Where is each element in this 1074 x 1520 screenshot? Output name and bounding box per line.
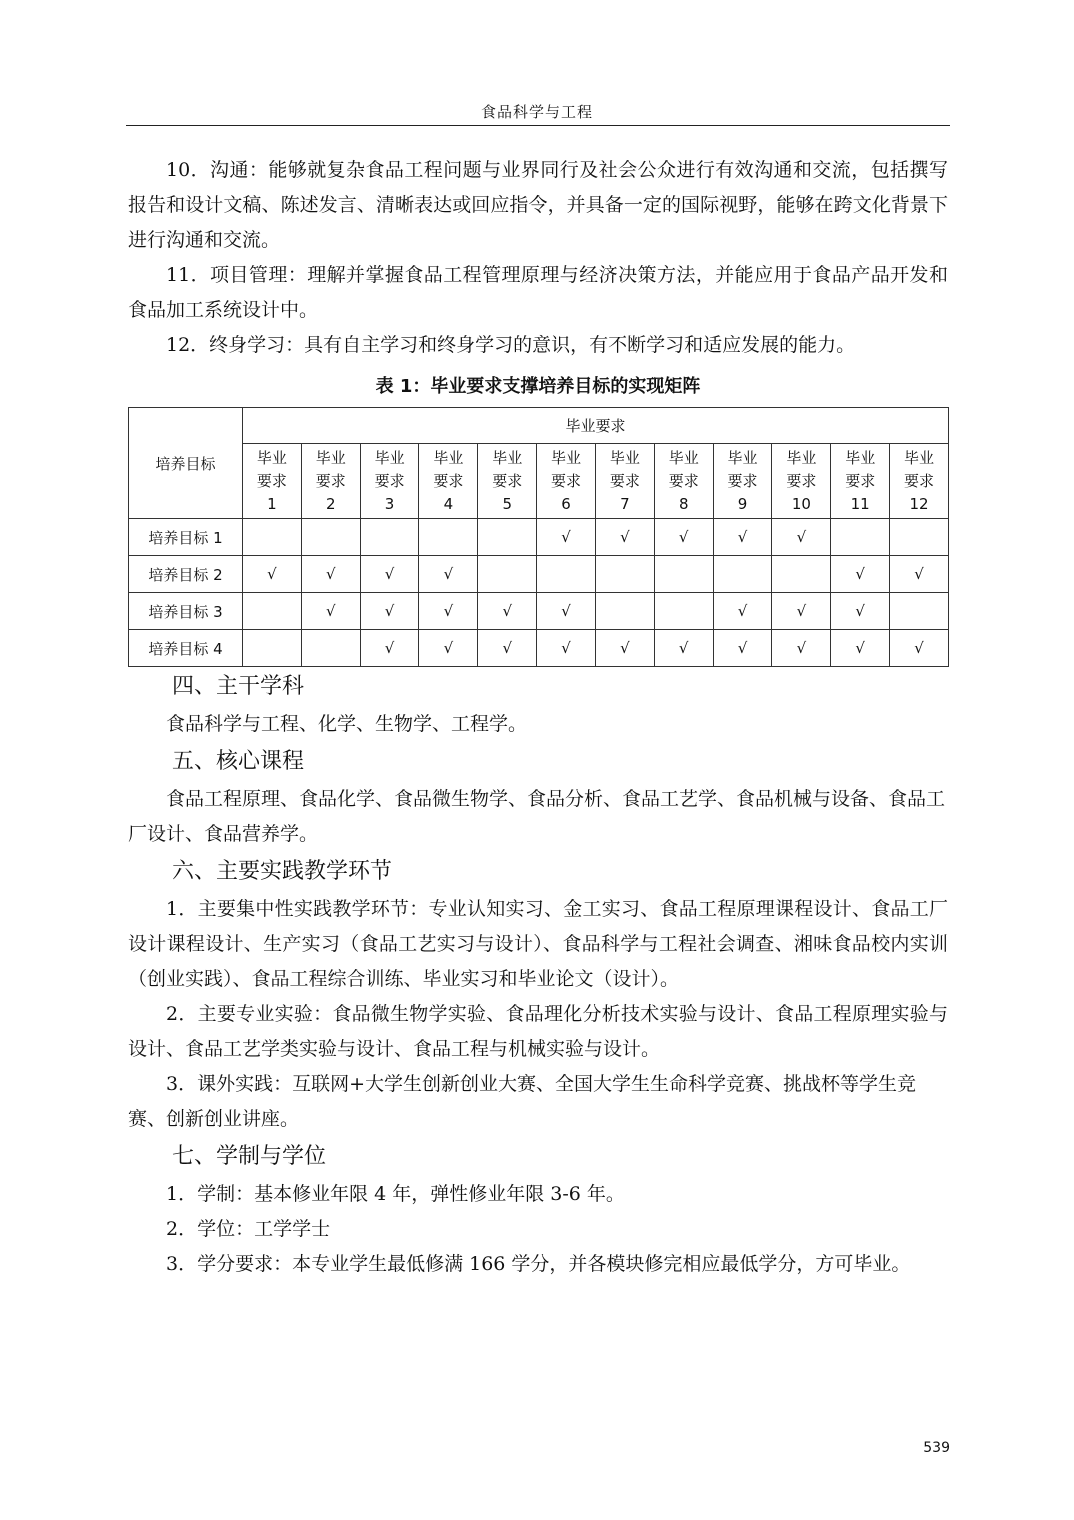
matrix-cell: √ [419, 630, 478, 667]
matrix-cell: √ [595, 519, 654, 556]
matrix-cell [890, 519, 949, 556]
paragraph-lifelong-learning: 12．终身学习：具有自主学习和终身学习的意识，有不断学习和适应发展的能力。 [166, 334, 856, 356]
requirement-header-text: 要求 [609, 471, 640, 490]
matrix-cell: √ [478, 630, 537, 667]
requirement-header-text: 要求 [845, 471, 876, 490]
table-row [129, 630, 949, 667]
table-row [129, 519, 949, 556]
requirement-header-text: 要求 [374, 471, 405, 490]
matrix-cell: √ [301, 556, 360, 593]
section-heading: 六、主要实践教学环节 [172, 859, 393, 884]
requirement-header-text: 9 [737, 494, 748, 513]
matrix-cell: √ [772, 630, 831, 667]
section-paragraph: 3．学分要求：本专业学生最低修满 166 学分，并各模块修完相应最低学分，方可毕业。 [166, 1253, 911, 1275]
requirement-header-cell [772, 444, 831, 519]
requirement-header-text: 2 [325, 494, 336, 513]
matrix-cell: √ [243, 556, 302, 593]
table-header-row [129, 408, 949, 444]
section-paragraph: 2．学位：工学学士 [166, 1218, 331, 1240]
matrix-cell: √ [537, 593, 596, 630]
matrix-cell: √ [419, 593, 478, 630]
matrix-cell: √ [595, 630, 654, 667]
matrix-cell [478, 519, 537, 556]
requirements-matrix-table [128, 407, 949, 667]
group-header-cell: 毕业要求 [243, 408, 949, 444]
matrix-cell [419, 519, 478, 556]
matrix-cell: √ [360, 630, 419, 667]
matrix-cell [595, 593, 654, 630]
requirement-header-text: 要求 [492, 471, 523, 490]
section-paragraph: 1．主要集中性实践教学环节：专业认知实习、金工实习、食品工程原理课程设计、食品工厂设计课程设计、生产实习（食品工艺实习与设计）、食品科学与工程社会调查、湘味食品校内实训（创业实践）、食品工程综合训练、毕业实习和毕业论文（设计）。 [128, 898, 948, 990]
requirement-header-text: 4 [443, 494, 454, 513]
section-paragraph: 1．学制：基本修业年限 4 年，弹性修业年限 3-6 年。 [166, 1183, 625, 1205]
matrix-cell: √ [831, 630, 890, 667]
matrix-cell: √ [537, 519, 596, 556]
requirement-header-text: 要求 [433, 471, 464, 490]
matrix-cell: √ [713, 630, 772, 667]
requirement-header-text: 毕业 [256, 448, 287, 467]
requirement-header-cell [831, 444, 890, 519]
matrix-cell: √ [713, 519, 772, 556]
section-paragraph: 食品工程原理、食品化学、食品微生物学、食品分析、食品工艺学、食品机械与设备、食品工厂设计、食品营养学。 [128, 788, 946, 845]
matrix-cell: √ [890, 556, 949, 593]
header-rule [126, 125, 950, 126]
requirement-header-cell [301, 444, 360, 519]
matrix-cell [243, 593, 302, 630]
table-body [129, 519, 949, 667]
requirement-header-cell [419, 444, 478, 519]
matrix-cell [301, 519, 360, 556]
section-heading: 四、主干学科 [172, 674, 305, 699]
matrix-cell: √ [419, 556, 478, 593]
requirement-header-text: 3 [384, 494, 395, 513]
requirement-header-cell [537, 444, 596, 519]
requirement-header-text: 5 [502, 494, 512, 513]
row-header-cell: 培养目标 [129, 408, 243, 519]
matrix-cell [654, 593, 713, 630]
requirement-header-text: 毕业 [668, 448, 699, 467]
section-paragraph: 食品科学与工程、化学、生物学、工程学。 [166, 713, 528, 735]
requirement-header-cell [890, 444, 949, 519]
matrix-cell: √ [537, 630, 596, 667]
requirement-header-text: 11 [850, 494, 870, 513]
matrix-cell: √ [360, 593, 419, 630]
matrix-cell [243, 630, 302, 667]
matrix-cell: √ [301, 593, 360, 630]
matrix-cell [301, 630, 360, 667]
running-header: 食品科学与工程 [480, 103, 593, 121]
matrix-cell: √ [654, 630, 713, 667]
requirement-header-text: 毕业 [374, 448, 405, 467]
requirement-header-row [129, 444, 949, 519]
requirement-header-text: 毕业 [492, 448, 523, 467]
matrix-cell [478, 556, 537, 593]
objective-label-cell: 培养目标 2 [129, 556, 243, 593]
matrix-cell: √ [478, 593, 537, 630]
table-row [129, 593, 949, 630]
matrix-cell [831, 519, 890, 556]
matrix-cell [537, 556, 596, 593]
requirement-header-cell [360, 444, 419, 519]
requirement-header-text: 要求 [904, 471, 935, 490]
requirement-header-text: 8 [678, 494, 689, 513]
objective-label-cell: 培养目标 3 [129, 593, 243, 630]
requirement-header-text: 要求 [786, 471, 817, 490]
requirement-header-text: 要求 [668, 471, 699, 490]
matrix-cell [713, 556, 772, 593]
requirement-header-text: 1 [267, 494, 277, 513]
matrix-cell [772, 556, 831, 593]
requirement-header-text: 要求 [256, 471, 287, 490]
section-paragraph: 3．课外实践：互联网+大学生创新创业大赛、全国大学生生命科学竞赛、挑战杯等学生竞赛、创新创业讲座。 [128, 1073, 917, 1130]
section-paragraph: 2．主要专业实验：食品微生物学实验、食品理化分析技术实验与设计、食品工程原理实验与设计、食品工艺学类实验与设计、食品工程与机械实验与设计。 [128, 1003, 948, 1060]
requirement-header-cell [713, 444, 772, 519]
matrix-cell [654, 556, 713, 593]
matrix-cell: √ [772, 593, 831, 630]
requirement-header-text: 要求 [551, 471, 582, 490]
page-number: 539 [923, 1440, 950, 1456]
requirement-header-cell [478, 444, 537, 519]
objective-label-cell: 培养目标 4 [129, 630, 243, 667]
requirement-header-text: 毕业 [433, 448, 464, 467]
sections [128, 667, 948, 1282]
section-heading: 七、学制与学位 [172, 1144, 327, 1169]
matrix-cell: √ [831, 556, 890, 593]
paragraph-communication: 10．沟通：能够就复杂食品工程问题与业界同行及社会公众进行有效沟通和交流，包括撰写报告和设计文稿、陈述发言、清晰表达或回应指令，并具备一定的国际视野，能够在跨文化背景下进行沟通和交流。 [128, 159, 948, 251]
matrix-cell [890, 593, 949, 630]
matrix-cell: √ [654, 519, 713, 556]
matrix-cell [360, 519, 419, 556]
requirement-header-text: 毕业 [727, 448, 758, 467]
requirement-header-text: 10 [791, 494, 811, 513]
matrix-cell [243, 519, 302, 556]
matrix-cell: √ [831, 593, 890, 630]
requirement-header-cell [654, 444, 713, 519]
objective-label-cell: 培养目标 1 [129, 519, 243, 556]
requirement-header-cell [243, 444, 302, 519]
requirement-header-text: 毕业 [315, 448, 346, 467]
requirement-header-text: 毕业 [609, 448, 640, 467]
matrix-cell: √ [713, 593, 772, 630]
requirement-header-text: 毕业 [786, 448, 817, 467]
matrix-cell [595, 556, 654, 593]
requirement-header-cell [595, 444, 654, 519]
page-content [128, 153, 948, 1282]
requirement-header-text: 毕业 [845, 448, 876, 467]
requirement-header-text: 毕业 [904, 448, 935, 467]
matrix-cell: √ [890, 630, 949, 667]
requirement-header-text: 12 [909, 494, 929, 513]
requirement-header-text: 6 [561, 494, 571, 513]
table-caption: 表 1：毕业要求支撑培养目标的实现矩阵 [375, 376, 701, 397]
table-row [129, 556, 949, 593]
requirement-header-text: 要求 [315, 471, 346, 490]
requirement-header-text: 7 [620, 494, 630, 513]
matrix-cell: √ [360, 556, 419, 593]
requirement-header-text: 毕业 [551, 448, 582, 467]
requirement-header-text: 要求 [727, 471, 758, 490]
matrix-cell: √ [772, 519, 831, 556]
paragraph-project-management: 11．项目管理：理解并掌握食品工程管理原理与经济决策方法，并能应用于食品产品开发和食品加工系统设计中。 [128, 264, 948, 321]
section-heading: 五、核心课程 [172, 749, 305, 774]
